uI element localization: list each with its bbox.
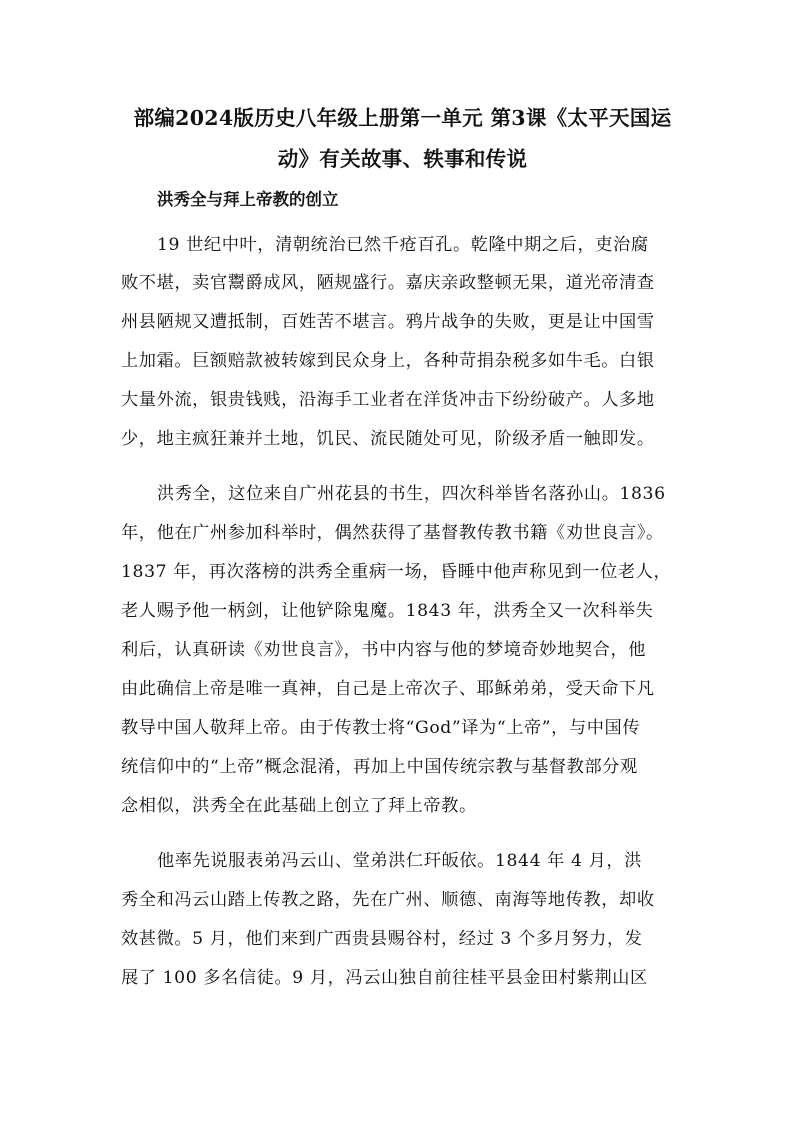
paragraph-2-line: 由此确信上帝是唯一真神，自己是上帝次子、耶稣弟弟，受天命下凡 [121,679,655,699]
paragraph-1-line: 少，地主疯狂兼并土地，饥民、流民随处可见，阶级矛盾一触即发。 [121,429,655,449]
paragraph-2-line: 洪秀全，这位来自广州花县的书生，四次科举皆名落孙山。1836 [157,484,666,504]
paragraph-1-line: 上加霜。巨额赔款被转嫁到民众身上，各种苛捐杂税多如牛毛。白银 [121,351,655,371]
paragraph-3-line: 他率先说服表弟冯云山、堂弟洪仁玕皈依。1844 年 4 月，洪 [157,851,642,871]
paragraph-3-line: 效甚微。5 月，他们来到广西贵县赐谷村，经过 3 个多月努力，发 [121,929,643,949]
paragraph-3-line: 秀全和冯云山踏上传教之路，先在广州、顺德、南海等地传教，却收 [121,890,655,910]
paragraph-2-line: 念相似，洪秀全在此基础上创立了拜上帝教。 [121,796,477,816]
paragraph-2-line: 1837 年，再次落榜的洪秀全重病一场，昏睡中他声称见到一位老人， [121,562,672,582]
paragraph-1-line: 大量外流，银贵钱贱，沿海手工业者在洋货冲击下纷纷破产。人多地 [121,390,655,410]
paragraph-1-line: 州县陋规又遭抵制，百姓苦不堪言。鸦片战争的失败，更是让中国雪 [121,312,655,332]
paragraph-2-line: 统信仰中的“上帝”概念混淆，再加上中国传统宗教与基督教部分观 [121,757,638,777]
paragraph-1-line: 19 世纪中叶，清朝统治已然千疮百孔。乾隆中期之后，吏治腐 [157,235,649,255]
section-heading: 洪秀全与拜上帝教的创立 [157,190,339,209]
paragraph-2-line: 老人赐予他一柄剑，让他铲除鬼魔。1843 年，洪秀全又一次科举失 [121,601,654,621]
paragraph-2-line: 年，他在广州参加科举时，偶然获得了基督教传教书籍《劝世良言》。 [121,523,664,543]
paragraph-3-line: 展了 100 多名信徒。9 月，冯云山独自前往桂平县金田村紫荆山区 [121,968,648,988]
paragraph-1-line: 败不堪，卖官鬻爵成风，陋规盛行。嘉庆亲政整顿无果，道光帝清查 [121,273,655,293]
title-line-1: 部编2024版历史八年级上册第一单元 第3课《太平天国运 [133,106,672,130]
title-line-2: 动》有关故事、轶事和传说 [277,147,528,171]
paragraph-2-line: 教导中国人敬拜上帝。由于传教士将“God”译为“上帝”，与中国传 [121,718,641,738]
paragraph-2-line: 利后，认真研读《劝世良言》，书中内容与他的梦境奇妙地契合，他 [121,640,647,660]
